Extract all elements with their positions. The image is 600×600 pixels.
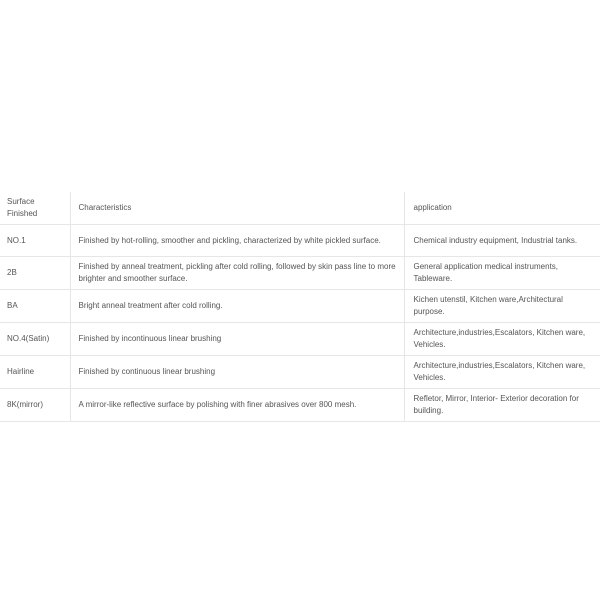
cell-finish: NO.4(Satin) — [0, 323, 70, 356]
cell-characteristics: Bright anneal treatment after cold rolling. — [70, 290, 404, 323]
table-row — [0, 389, 600, 422]
surface-finish-table — [0, 192, 600, 422]
cell-application: Architecture,industries,Escalators, Kitchen ware, Vehicles. — [404, 323, 600, 356]
cell-application: Kichen utenstil, Kitchen ware,Architectural purpose. — [404, 290, 600, 323]
cell-characteristics: A mirror-like reflective surface by polishing with finer abrasives over 800 mesh. — [70, 389, 404, 422]
cell-characteristics: Finished by continuous linear brushing — [70, 356, 404, 389]
table-row — [0, 225, 600, 257]
cell-characteristics: Finished by hot-rolling, smoother and pickling, characterized by white pickled surface. — [70, 225, 404, 257]
cell-characteristics: Finished by incontinuous linear brushing — [70, 323, 404, 356]
cell-application: General application medical instruments, Tableware. — [404, 257, 600, 290]
cell-finish: 8K(mirror) — [0, 389, 70, 422]
cell-application: Refletor, Mirror, Interior- Exterior decoration for building. — [404, 389, 600, 422]
table-header-row — [0, 192, 600, 225]
table-row — [0, 356, 600, 389]
surface-finish-table-container — [0, 192, 600, 422]
header-surface-finished: Surface Finished — [0, 192, 70, 225]
cell-finish: Hairline — [0, 356, 70, 389]
cell-finish: NO.1 — [0, 225, 70, 257]
table-row — [0, 257, 600, 290]
table-row — [0, 323, 600, 356]
cell-application: Architecture,industries,Escalators, Kitchen ware, Vehicles. — [404, 356, 600, 389]
table-row — [0, 290, 600, 323]
cell-finish: BA — [0, 290, 70, 323]
header-characteristics: Characteristics — [70, 192, 404, 225]
header-application: application — [404, 192, 600, 225]
cell-finish: 2B — [0, 257, 70, 290]
cell-application: Chemical industry equipment, Industrial tanks. — [404, 225, 600, 257]
cell-characteristics: Finished by anneal treatment, pickling after cold rolling, followed by skin pass line to more brighter and smoother surface. — [70, 257, 404, 290]
